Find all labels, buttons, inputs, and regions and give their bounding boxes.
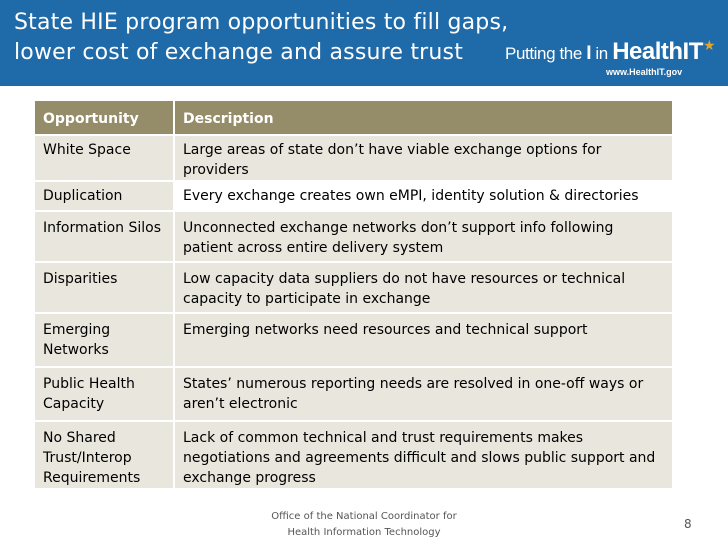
logo-url: www.HealthIT.gov <box>606 67 683 77</box>
logo-putting-text: Putting the <box>505 44 587 63</box>
table-row <box>35 211 672 262</box>
header-opportunity: Opportunity <box>35 101 174 135</box>
cell-opportunity: White Space <box>35 135 174 181</box>
cell-description: Large areas of state don’t have viable exchange options for providers <box>174 135 672 181</box>
cell-description: States’ numerous reporting needs are resolved in one-off ways or aren’t electronic <box>174 367 672 421</box>
title-line-1: State HIE program opportunities to fill gaps, <box>14 10 509 35</box>
logo-in-text: in <box>591 44 613 63</box>
footer-line-1: Office of the National Coordinator for <box>271 511 457 522</box>
cell-opportunity: No Shared Trust/Interop Requirements <box>35 421 174 488</box>
table-row <box>35 421 672 488</box>
cell-description: Low capacity data suppliers do not have resources or technical capacity to participate in exchange <box>174 262 672 313</box>
table-row <box>35 262 672 313</box>
page-number: 8 <box>684 517 692 531</box>
logo-health-text: Health <box>612 38 683 65</box>
cell-description: Unconnected exchange networks don’t support info following patient across entire delivery system <box>174 211 672 262</box>
slide-title <box>14 8 514 68</box>
cell-opportunity: Disparities <box>35 262 174 313</box>
opportunity-table <box>35 101 672 488</box>
slide-header <box>0 0 728 86</box>
cell-opportunity: Public Health Capacity <box>35 367 174 421</box>
footer-line-2: Health Information Technology <box>287 527 441 538</box>
table-row <box>35 135 672 181</box>
logo-it-text: IT <box>682 38 703 65</box>
star-icon: ★ <box>703 38 716 54</box>
footer <box>220 509 508 541</box>
table-row <box>35 181 672 211</box>
cell-description: Emerging networks need resources and technical support <box>174 313 672 367</box>
healthit-logo <box>505 38 720 78</box>
table-row <box>35 313 672 367</box>
logo-i-text: I <box>586 43 592 64</box>
table-row <box>35 367 672 421</box>
title-line-2: lower cost of exchange and assure trust <box>14 40 464 65</box>
cell-description: Lack of common technical and trust requirements makes negotiations and agreements difficult and slows public support and exchange progress <box>174 421 672 488</box>
cell-description: Every exchange creates own eMPI, identity solution & directories <box>174 181 672 211</box>
cell-opportunity: Emerging Networks <box>35 313 174 367</box>
header-description: Description <box>174 101 672 135</box>
table-header-row <box>35 101 672 135</box>
cell-opportunity: Duplication <box>35 181 174 211</box>
cell-opportunity: Information Silos <box>35 211 174 262</box>
logo-tagline <box>505 38 720 66</box>
